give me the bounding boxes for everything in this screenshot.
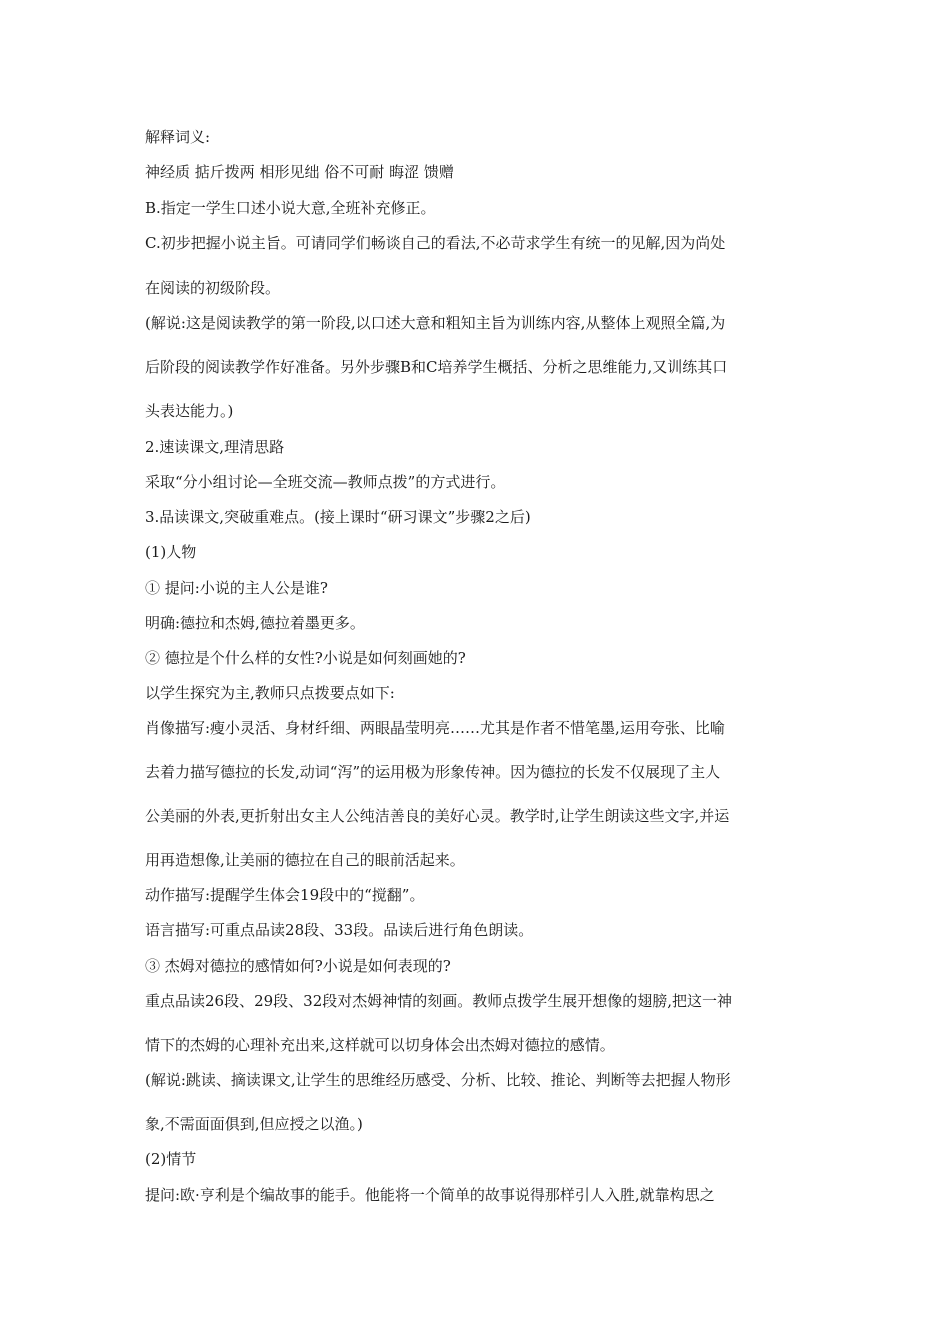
text-line: 语言描写:可重点品读28段、33段。品读后进行角色朗读。: [145, 921, 534, 939]
text-line: 公美丽的外表,更折射出女主人公纯洁善良的美好心灵。教学时,让学生朗读这些文字,并运: [145, 807, 730, 825]
text-line: 头表达能力。): [145, 402, 234, 420]
text-line: 在阅读的初级阶段。: [145, 279, 281, 297]
text-line: (2)情节: [145, 1150, 197, 1168]
text-line: 情下的杰姆的心理补充出来,这样就可以切身体会出杰姆对德拉的感情。: [145, 1036, 615, 1054]
text-line: 明确:德拉和杰姆,德拉着墨更多。: [145, 614, 365, 632]
text-line: ③ 杰姆对德拉的感情如何?小说是如何表现的?: [145, 957, 451, 975]
text-line: 重点品读26段、29段、32段对杰姆神情的刻画。教师点拨学生展开想像的翅膀,把这一神: [145, 992, 733, 1010]
text-line: 神经质 掂斤拨两 相形见绌 俗不可耐 晦涩 馈赠: [145, 163, 454, 181]
text-line: 象,不需面面俱到,但应授之以渔。): [145, 1115, 363, 1133]
text-line: B.指定一学生口述小说大意,全班补充修正。: [145, 199, 436, 217]
text-line: (解说:这是阅读教学的第一阶段,以口述大意和粗知主旨为训练内容,从整体上观照全篇,为: [145, 314, 726, 332]
text-line: 采取“分小组讨论—全班交流—教师点拨”的方式进行。: [145, 473, 506, 491]
text-line: 3.品读课文,突破重难点。(接上课时“研习课文”步骤2之后): [145, 508, 531, 526]
text-line: 动作描写:提醒学生体会19段中的“搅翻”。: [145, 886, 425, 904]
text-line: ② 德拉是个什么样的女性?小说是如何刻画她的?: [145, 649, 466, 667]
text-line: C.初步把握小说主旨。可请同学们畅谈自己的看法,不必苛求学生有统一的见解,因为尚处: [145, 234, 726, 252]
text-line: ① 提问:小说的主人公是谁?: [145, 579, 328, 597]
text-line: (解说:跳读、摘读课文,让学生的思维经历感受、分析、比较、推论、判断等去把握人物形: [145, 1071, 731, 1089]
text-line: 以学生探究为主,教师只点拨要点如下:: [145, 684, 395, 702]
text-line: 后阶段的阅读教学作好准备。另外步骤B和C培养学生概括、分析之思维能力,又训练其口: [145, 358, 728, 376]
text-line: 肖像描写:瘦小灵活、身材纤细、两眼晶莹明亮……尤其是作者不惜笔墨,运用夸张、比喻: [145, 719, 725, 737]
text-line: 2.速读课文,理清思路: [145, 438, 285, 456]
text-line: 提问:欧·亨利是个编故事的能手。他能将一个简单的故事说得那样引人入胜,就靠构思之: [145, 1186, 715, 1204]
text-line: 去着力描写德拉的长发,动词“泻”的运用极为形象传神。因为德拉的长发不仅展现了主人: [145, 763, 721, 781]
text-line: (1)人物: [145, 543, 197, 561]
text-line: 解释词义:: [145, 128, 211, 146]
text-line: 用再造想像,让美丽的德拉在自己的眼前活起来。: [145, 851, 465, 869]
